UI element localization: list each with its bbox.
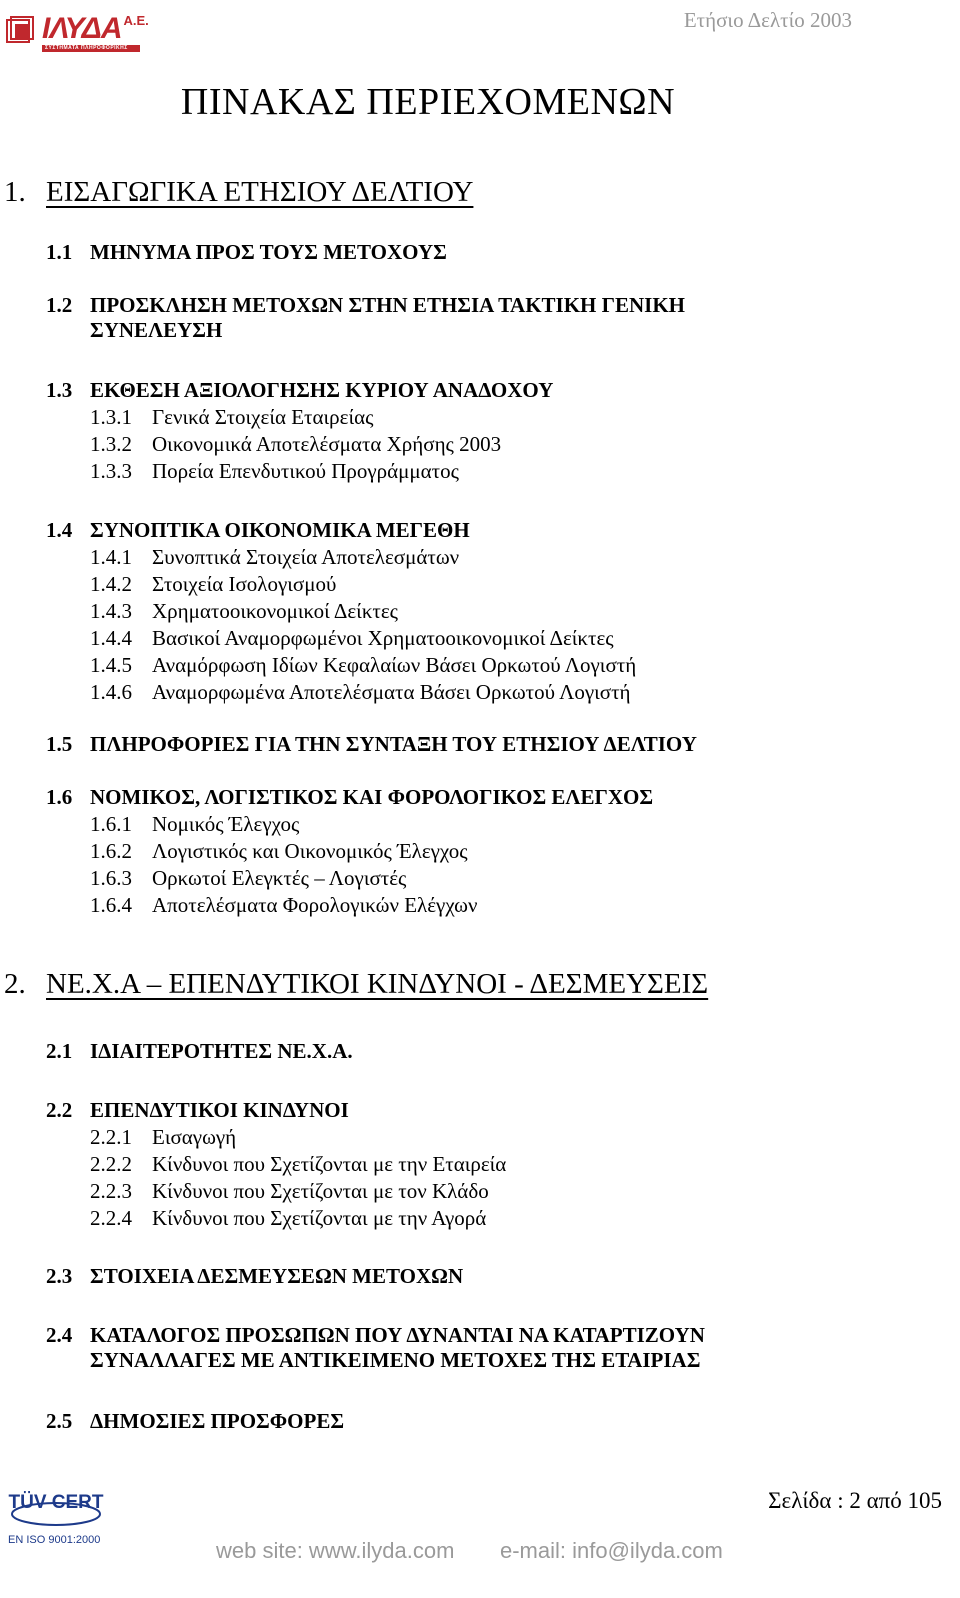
item-label: Κίνδυνοι που Σχετίζονται με την Εταιρεία [152, 1152, 507, 1176]
toc-item-1-4-2[interactable] [90, 572, 336, 597]
section-label: ΕΠΕΝΔΥΤΙΚΟΙ ΚΙΝΔΥΝΟΙ [90, 1098, 349, 1122]
chapter-number: 2. [4, 968, 26, 1000]
toc-item-1-4-4[interactable] [90, 626, 614, 651]
logo-suffix: Α.Ε. [123, 13, 149, 28]
chapter-number: 1. [4, 176, 26, 208]
item-number: 1.4.1 [90, 545, 132, 569]
website-link[interactable]: web site: www.ilyda.com [216, 1538, 455, 1563]
section-label: ΜΗΝΥΜΑ ΠΡΟΣ ΤΟΥΣ ΜΕΤΟΧΟΥΣ [90, 240, 447, 264]
toc-section-2-4[interactable] [46, 1323, 705, 1373]
item-number: 2.2.4 [90, 1206, 132, 1230]
section-number: 1.3 [46, 378, 73, 402]
item-number: 2.2.3 [90, 1179, 132, 1203]
item-number: 1.6.1 [90, 812, 132, 836]
section-label: ΙΔΙΑΙΤΕΡΟΤΗΤΕΣ ΝΕ.Χ.Α. [90, 1039, 353, 1063]
page-number: Σελίδα : 2 από 105 [768, 1488, 942, 1513]
section-label: ΝΟΜΙΚΟΣ, ΛΟΓΙΣΤΙΚΟΣ ΚΑΙ ΦΟΡΟΛΟΓΙΚΟΣ ΕΛΕΓΧΟΣ [90, 785, 654, 809]
logo-mark-icon [6, 14, 36, 44]
toc-title: ΠΙΝΑΚΑΣ ΠΕΡΙΕΧΟΜΕΝΩΝ [180, 81, 676, 123]
section-label: ΣΤΟΙΧΕΙΑ ΔΕΣΜΕΥΣΕΩΝ ΜΕΤΟΧΩΝ [90, 1264, 464, 1288]
toc-item-1-4-5[interactable] [90, 653, 636, 678]
item-number: 1.3.3 [90, 459, 132, 483]
item-number: 1.4.6 [90, 680, 132, 704]
toc-section-2-3[interactable] [46, 1264, 463, 1289]
item-label: Κίνδυνοι που Σχετίζονται με τον Κλάδο [152, 1179, 489, 1203]
toc-item-1-6-3[interactable] [90, 866, 406, 891]
item-label: Ορκωτοί Ελεγκτές – Λογιστές [152, 866, 407, 890]
item-number: 1.6.4 [90, 893, 132, 917]
cert-logo-text: TÜV CERT [8, 1492, 104, 1513]
toc-section-1-2[interactable] [46, 293, 685, 343]
toc-item-2-2-3[interactable] [90, 1179, 489, 1204]
toc-item-1-4-3[interactable] [90, 599, 398, 624]
item-number: 1.4.3 [90, 599, 132, 623]
item-number: 1.3.1 [90, 405, 132, 429]
toc-item-1-3-2[interactable] [90, 432, 501, 457]
toc-section-1-6[interactable] [46, 785, 653, 810]
item-label: Συνοπτικά Στοιχεία Αποτελεσμάτων [152, 545, 460, 569]
item-label: Πορεία Επενδυτικού Προγράμματος [152, 459, 459, 483]
toc-section-1-5[interactable] [46, 732, 697, 757]
toc-item-1-3-3[interactable] [90, 459, 459, 484]
certification-logo [8, 1490, 108, 1546]
item-label: Εισαγωγή [152, 1125, 237, 1149]
section-number: 1.5 [46, 732, 73, 756]
toc-section-2-1[interactable] [46, 1039, 353, 1064]
section-label-continued: ΣΥΝΕΛΕΥΣΗ [90, 318, 223, 342]
toc-item-1-6-4[interactable] [90, 893, 478, 918]
item-number: 1.4.5 [90, 653, 132, 677]
item-number: 1.3.2 [90, 432, 132, 456]
section-label: ΠΛΗΡΟΦΟΡΙΕΣ ΓΙΑ ΤΗΝ ΣΥΝΤΑΞΗ ΤΟΥ ΕΤΗΣΙΟΥ ΔΕΛΤΙΟΥ [90, 732, 697, 756]
section-number: 2.5 [46, 1409, 73, 1433]
iso-certification-text: EN ISO 9001:2000 [8, 1534, 101, 1546]
section-label: ΚΑΤΑΛΟΓΟΣ ΠΡΟΣΩΠΩΝ ΠΟΥ ΔΥΝΑΝΤΑΙ ΝΑ ΚΑΤΑΡΤΙΖΟΥΝ [90, 1323, 705, 1347]
toc-section-1-1[interactable] [46, 240, 447, 265]
item-label: Αναμόρφωση Ιδίων Κεφαλαίων Βάσει Ορκωτού Λογιστή [152, 653, 637, 677]
company-logo [6, 14, 149, 52]
section-number: 2.2 [46, 1098, 73, 1122]
item-label: Στοιχεία Ισολογισμού [152, 572, 337, 596]
item-label: Χρηματοοικονομικοί Δείκτες [152, 599, 398, 623]
toc-chapter-2[interactable] [4, 968, 708, 1001]
toc-section-2-5[interactable] [46, 1409, 344, 1434]
page-header [0, 0, 960, 60]
section-label: ΠΡΟΣΚΛΗΣΗ ΜΕΤΟΧΩΝ ΣΤΗΝ ΕΤΗΣΙΑ ΤΑΚΤΙΚΗ ΓΕΝΙΚΗ [90, 293, 686, 317]
toc-item-1-4-6[interactable] [90, 680, 631, 705]
document-title: Ετήσιο Δελτίο 2003 [683, 8, 852, 32]
section-number: 2.3 [46, 1264, 73, 1288]
chapter-label: ΕΙΣΑΓΩΓΙΚΑ ΕΤΗΣΙΟΥ ΔΕΛΤΙΟΥ [46, 176, 474, 208]
email-link[interactable]: e-mail: info@ilyda.com [500, 1538, 723, 1563]
item-label: Νομικός Έλεγχος [152, 812, 300, 836]
section-number: 2.1 [46, 1039, 73, 1063]
item-label: Βασικοί Αναμορφωμένοι Χρηματοοικονομικοί Δείκτες [152, 626, 614, 650]
item-label: Οικονομικά Αποτελέσματα Χρήσης 2003 [152, 432, 502, 456]
toc-item-2-2-2[interactable] [90, 1152, 506, 1177]
toc-item-1-3-1[interactable] [90, 405, 373, 430]
item-number: 1.4.4 [90, 626, 132, 650]
toc-section-2-2[interactable] [46, 1098, 349, 1123]
toc-section-1-4[interactable] [46, 518, 470, 543]
toc-item-2-2-1[interactable] [90, 1125, 236, 1150]
section-label-continued: ΣΥΝΑΛΛΑΓΕΣ ΜΕ ΑΝΤΙΚΕΙΜΕΝΟ ΜΕΤΟΧΕΣ ΤΗΣ ΕΤΑΙΡΙΑΣ [90, 1348, 701, 1372]
item-label: Κίνδυνοι που Σχετίζονται με την Αγορά [152, 1206, 487, 1230]
tuv-cert-icon [8, 1490, 108, 1528]
item-label: Αποτελέσματα Φορολογικών Ελέγχων [152, 893, 478, 917]
item-number: 1.6.2 [90, 839, 132, 863]
section-label: ΣΥΝΟΠΤΙΚΑ ΟΙΚΟΝΟΜΙΚΑ ΜΕΓΕΘΗ [90, 518, 470, 542]
item-number: 1.6.3 [90, 866, 132, 890]
section-number: 1.2 [46, 293, 73, 317]
item-label: Λογιστικός και Οικονομικός Έλεγχος [152, 839, 468, 863]
item-label: Γενικά Στοιχεία Εταιρείας [152, 405, 374, 429]
section-label: ΔΗΜΟΣΙΕΣ ΠΡΟΣΦΟΡΕΣ [90, 1409, 345, 1433]
section-number: 1.1 [46, 240, 73, 264]
item-label: Αναμορφωμένα Αποτελέσματα Βάσει Ορκωτού Λογιστή [152, 680, 631, 704]
section-number: 2.4 [46, 1323, 73, 1347]
item-number: 2.2.2 [90, 1152, 132, 1176]
chapter-label: ΝΕ.Χ.Α – ΕΠΕΝΔΥΤΙΚΟΙ ΚΙΝΔΥΝΟΙ - ΔΕΣΜΕΥΣΕΙΣ [46, 968, 709, 1000]
logo-wordmark [42, 14, 149, 52]
toc-item-1-4-1[interactable] [90, 545, 459, 570]
toc-item-2-2-4[interactable] [90, 1206, 486, 1231]
item-number: 2.2.1 [90, 1125, 132, 1149]
toc-chapter-1[interactable] [4, 176, 473, 209]
section-number: 1.4 [46, 518, 73, 542]
toc-item-1-6-1[interactable] [90, 812, 299, 837]
item-number: 1.4.2 [90, 572, 132, 596]
toc-section-1-3[interactable] [46, 378, 553, 403]
logo-name: ΙΛΥΔΑ [42, 12, 122, 45]
logo-tagline: ΣΥΣΤΗΜΑΤΑ ΠΛΗΡΟΦΟΡΙΚΗΣ [42, 45, 140, 52]
section-number: 1.6 [46, 785, 73, 809]
toc-item-1-6-2[interactable] [90, 839, 468, 864]
section-label: ΕΚΘΕΣΗ ΑΞΙΟΛΟΓΗΣΗΣ ΚΥΡΙΟΥ ΑΝΑΔΟΧΟΥ [90, 378, 554, 402]
